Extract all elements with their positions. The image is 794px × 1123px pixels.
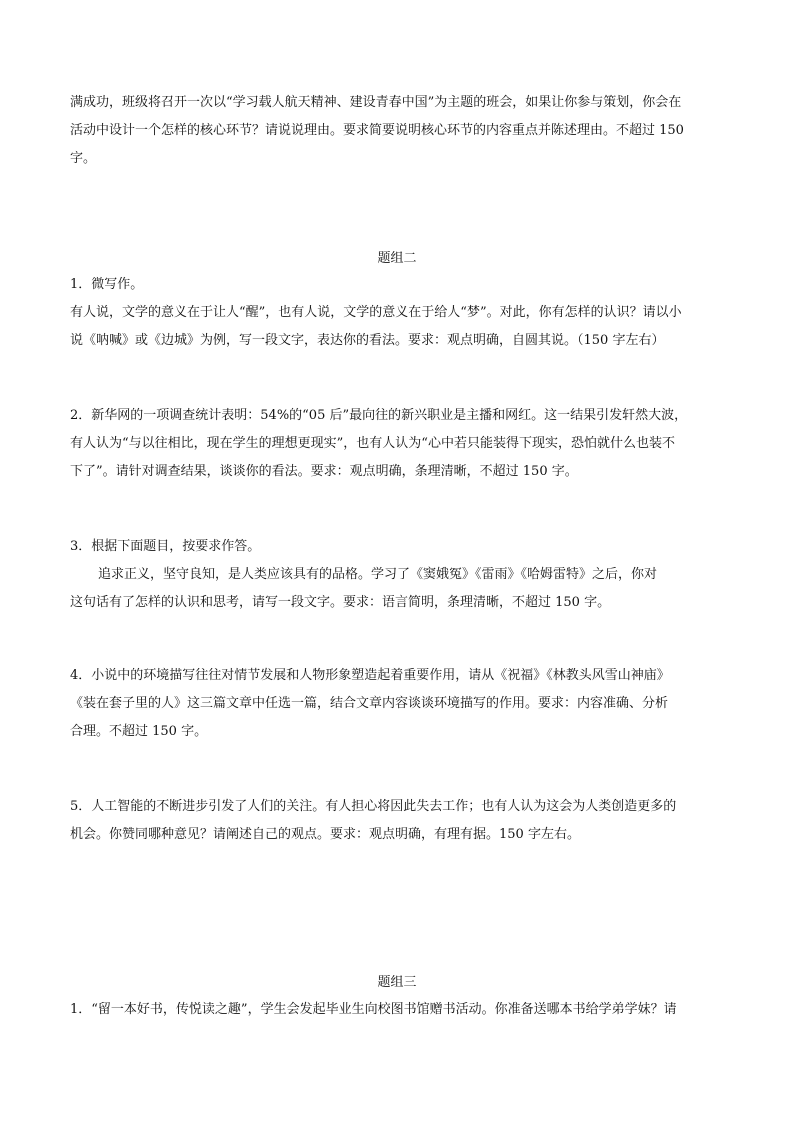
question-title: 1．微写作。 [70,277,144,292]
text-line: 说《呐喊》或《边城》为例，写一段文字，表达你的看法。要求：观点明确，自圆其说。（150 字左右） [70,333,665,348]
text-line: 这句话有了怎样的认识和思考，请写一段文字。要求：语言简明，条理清晰，不超过 150 字。 [70,595,611,610]
intro-paragraph [70,89,726,173]
text-line: 活动中设计一个怎样的核心环节？请说说理由。要求简要说明核心环节的内容重点并陈述理由。不超过 150 [70,123,684,138]
text-line: 2．新华网的一项调查统计表明：54%的“05 后”最向往的新兴职业是主播和网红。这一结果引发轩然大波， [70,408,688,423]
text-line: 4．小说中的环境描写往往对情节发展和人物形象塑造起着重要作用，请从《祝福》《林教头风雪山神庙》 [70,668,670,683]
section-heading-group2: 题组二 [377,251,417,266]
text-line: 字。 [70,151,97,166]
question-3 [70,533,726,617]
question-4 [70,662,726,746]
section-heading-group3: 题组三 [377,975,417,990]
text-line: 有人说，文学的意义在于让人“醒”，也有人说，文学的意义在于给人“梦”。对此，你有怎样的认识？请以小 [70,305,682,320]
question-2 [70,402,726,486]
text-line: 机会。你赞同哪种意见？请阐述自己的观点。要求：观点明确，有理有据。150 字左右。 [70,827,580,842]
text-line: 下了”。请针对调查结果，谈谈你的看法。要求：观点明确，条理清晰，不超过 150 字。 [70,464,578,479]
group3-question-1 [70,996,726,1024]
text-line: 合理。不超过 150 字。 [70,724,208,739]
question-title: 3．根据下面题目，按要求作答。 [70,539,261,554]
text-line: 1．“留一本好书，传悦读之趣”，学生会发起毕业生向校图书馆赠书活动。你准备送哪本书给学弟学妹？请 [70,1002,677,1017]
question-5 [70,793,726,849]
question-1 [70,271,726,355]
text-line: 《装在套子里的人》这三篇文章中任选一篇，结合文章内容谈谈环境描写的作用。要求：内容准确、分析 [70,696,669,711]
text-line: 5．人工智能的不断进步引发了人们的关注。有人担心将因此失去工作；也有人认为这会为人类创造更多的 [70,799,677,814]
text-line: 满成功，班级将召开一次以“学习载人航天精神、建设青春中国”为主题的班会，如果让你参与策划，你会在 [70,95,682,110]
text-line: 有人认为“与以往相比，现在学生的理想更现实”，也有人认为“心中若只能装得下现实，恐怕就什么也装不 [70,436,675,451]
text-line: 追求正义，坚守良知，是人类应该具有的品格。学习了《窦娥冤》《雷雨》《哈姆雷特》之后，你对 [98,567,658,582]
